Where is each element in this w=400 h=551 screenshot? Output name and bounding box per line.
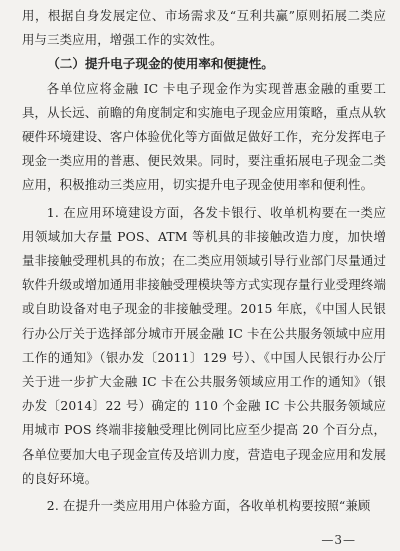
page-number: —3— bbox=[321, 533, 356, 547]
paragraph-intro: 用，根据自身发展定位、市场需求及“互利共赢”原则拓展二类应用与三类应用，增强工作的实效性。 bbox=[22, 8, 386, 48]
list-item-2: 2. 在提升一类应用用户体验方面，各收单机构要按照“兼顾 bbox=[46, 498, 371, 514]
section-heading: （二）提升电子现金的使用率和便捷性。 bbox=[47, 56, 274, 72]
list-item-1: 1. 在应用环境建设方面，各发卡银行、收单机构要在一类应用领域加大存量 POS、ATM 等机具的非接触改造力度，加快增量非接触受理机具的布放；在二类应用领域引导行业部门尽量通过软件升级或增加通用非接触受理模块等方式实现存量行业受理终端或自助设备对电子现金的非接触受理。2015 年底，《中国人民银行办公厅关于选择部分城市开展金融 IC 卡在公共服务领域中应用工作的通知》（银办发〔2011〕129 号）、《中国人民银行办公厅关于进一步扩大金融 IC 卡在公共服务领域应用工作的通知》（银办发〔2014〕22 号）确定的 110 个金融 IC 卡公共服务领域应用城市 POS 终端非接触受理比例同比应至少提高 20 个百分点，各单位要加大电子现金宣传及培训力度，营造电子现金应用和发展的良好环境。 bbox=[22, 204, 386, 486]
paragraph-main: 各单位应将金融 IC 卡电子现金作为实现普惠金融的重要工具，从长远、前瞻的角度制定和实施电子现金应用策略，重点从软硬件环境建设、客户体验优化等方面做足做好工作，充分发挥电子现金一类应用的普惠、便民效果。同时，要注重拓展电子现金二类应用，积极推动三类应用，切实提升电子现金使用率和便利性。 bbox=[22, 80, 386, 193]
